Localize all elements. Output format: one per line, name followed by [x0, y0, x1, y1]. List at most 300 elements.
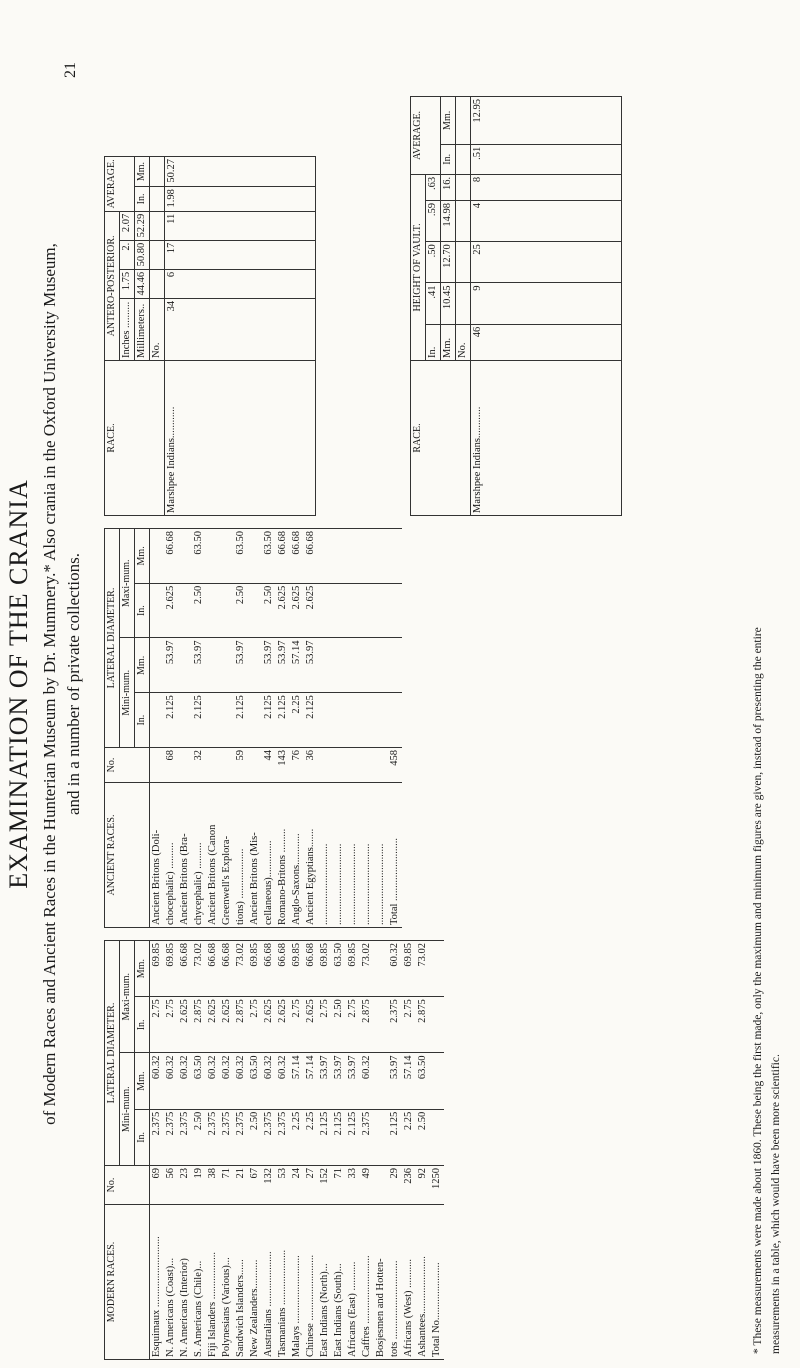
- modern-races-table: [104, 940, 444, 1360]
- min-mm-cell: [388, 638, 402, 693]
- max-mm-cell: 69.85: [290, 941, 304, 997]
- min-mm-cell: 53.97: [234, 638, 248, 693]
- min-in-cell: 2.50: [248, 1109, 262, 1165]
- race-cell: Greenwell's Explora-: [220, 783, 234, 928]
- antero-avg-mm: 50.27: [165, 157, 316, 187]
- race-cell: Tasmanians .....................: [276, 1205, 290, 1360]
- max-in-cell: 2.50: [262, 583, 276, 638]
- min-in-cell: 2.375: [150, 1109, 165, 1165]
- modern-min-mm-header: Mm.: [135, 1053, 150, 1109]
- min-in-cell: 2.50: [192, 1109, 206, 1165]
- max-mm-cell: 69.85: [346, 941, 360, 997]
- min-mm-cell: [178, 638, 192, 693]
- antero-race-name: Marshpee Indians............: [165, 361, 316, 516]
- antero-count-3: 11: [165, 211, 316, 240]
- min-in-cell: [430, 1109, 444, 1165]
- max-mm-cell: 60.32: [388, 941, 402, 997]
- no-cell: [178, 748, 192, 783]
- min-mm-cell: 53.97: [318, 1053, 332, 1109]
- ancient-race-header: ANCIENT RACES.: [105, 783, 150, 928]
- table-row: [360, 529, 374, 928]
- race-cell: Africans (West) ...........: [402, 1205, 416, 1360]
- no-cell: [360, 748, 374, 783]
- race-cell: Africans (East) ...........: [346, 1205, 360, 1360]
- no-cell: 21: [234, 1166, 248, 1205]
- min-mm-cell: [332, 638, 346, 693]
- no-cell: 33: [346, 1166, 360, 1205]
- min-mm-cell: 57.14: [402, 1053, 416, 1109]
- race-cell: ...............................: [346, 783, 360, 928]
- race-cell: Romano-Britons .........: [276, 783, 290, 928]
- vault-col-in-4: .63: [426, 174, 441, 200]
- no-cell: [206, 748, 220, 783]
- max-mm-cell: 63.50: [332, 941, 346, 997]
- min-mm-cell: 57.14: [290, 1053, 304, 1109]
- antero-col-in-3: 2.07: [120, 211, 135, 240]
- max-in-cell: [374, 583, 388, 638]
- max-mm-cell: [332, 529, 346, 584]
- race-cell: Caffres ..........................: [360, 1205, 374, 1360]
- max-mm-cell: 66.68: [290, 529, 304, 584]
- table-row: [416, 941, 430, 1360]
- max-in-cell: [178, 583, 192, 638]
- max-mm-cell: 69.85: [402, 941, 416, 997]
- race-cell: Chinese .........................: [304, 1205, 318, 1360]
- min-in-cell: 2.125: [234, 693, 248, 748]
- no-cell: 24: [290, 1166, 304, 1205]
- no-cell: 458: [388, 748, 402, 783]
- no-cell: 27: [304, 1166, 318, 1205]
- min-mm-cell: 60.32: [360, 1053, 374, 1109]
- max-in-cell: [150, 583, 165, 638]
- min-mm-cell: 63.50: [192, 1053, 206, 1109]
- antero-col-in-2: 2.: [120, 240, 135, 269]
- modern-min-in-header: In.: [135, 1109, 150, 1165]
- subtitle-line-1: of Modern Races and Ancient Races in the Hunterian Museum by Dr. Mummery.* Also crania in the Oxford University Museum,: [40, 243, 59, 1125]
- max-mm-cell: 63.50: [192, 529, 206, 584]
- max-in-cell: 2.75: [248, 997, 262, 1053]
- min-mm-cell: [318, 638, 332, 693]
- footnote-line-2: measurements in a table, which would have been more scientific.: [770, 1054, 782, 1354]
- race-cell: Total ........................: [388, 783, 402, 928]
- vault-col-mm-1: 10.45: [441, 283, 456, 324]
- vault-no-value: 46: [471, 324, 622, 360]
- max-in-cell: 2.625: [178, 997, 192, 1053]
- max-mm-cell: 69.85: [150, 941, 165, 997]
- max-in-cell: 2.875: [234, 997, 248, 1053]
- max-in-cell: [360, 583, 374, 638]
- race-cell: Bosjesmen and Hotten-: [374, 1205, 388, 1360]
- race-cell: chycephalic) ..........: [192, 783, 206, 928]
- max-in-cell: [206, 583, 220, 638]
- height-of-vault-table: [410, 96, 622, 516]
- min-mm-cell: 60.32: [178, 1053, 192, 1109]
- min-mm-cell: [150, 638, 165, 693]
- table-row: [276, 941, 290, 1360]
- min-mm-cell: 57.14: [290, 638, 304, 693]
- table-row: [150, 529, 165, 928]
- page-number: 21: [62, 62, 79, 78]
- max-mm-cell: 73.02: [416, 941, 430, 997]
- max-in-cell: [248, 583, 262, 638]
- min-in-cell: 2.25: [290, 693, 304, 748]
- max-in-cell: 2.75: [290, 997, 304, 1053]
- race-cell: S. Americans (Chile)...: [192, 1205, 206, 1360]
- no-cell: 32: [192, 748, 206, 783]
- min-in-cell: 2.375: [178, 1109, 192, 1165]
- race-cell: Malays ..........................: [290, 1205, 304, 1360]
- max-in-cell: 2.75: [318, 997, 332, 1053]
- race-cell: ...............................: [360, 783, 374, 928]
- max-mm-cell: 69.85: [318, 941, 332, 997]
- min-mm-cell: 60.32: [164, 1053, 178, 1109]
- min-mm-cell: 57.14: [304, 1053, 318, 1109]
- min-in-cell: [248, 693, 262, 748]
- table-row: [192, 941, 206, 1360]
- race-cell: Anglo-Saxons............: [290, 783, 304, 928]
- no-cell: 38: [206, 1166, 220, 1205]
- max-mm-cell: [220, 529, 234, 584]
- max-mm-cell: [178, 529, 192, 584]
- table-row: [150, 941, 165, 1360]
- vault-count-2: 25: [471, 242, 622, 283]
- min-mm-cell: 63.50: [248, 1053, 262, 1109]
- table-row: [234, 941, 248, 1360]
- max-in-cell: 2.75: [402, 997, 416, 1053]
- no-cell: 67: [248, 1166, 262, 1205]
- ancient-min-mm-header: Mm.: [135, 638, 150, 693]
- min-in-cell: [150, 693, 165, 748]
- max-in-cell: 2.50: [192, 583, 206, 638]
- antero-col-mm-1: 44.46: [135, 269, 150, 298]
- antero-avg-in-header: In.: [135, 187, 150, 212]
- table-row: [374, 941, 388, 1360]
- antero-no-label: No.: [150, 298, 165, 360]
- max-in-cell: [346, 583, 360, 638]
- antero-col-in-1: 1.75: [120, 269, 135, 298]
- table-row: [318, 941, 332, 1360]
- table-row: [248, 529, 262, 928]
- no-cell: [220, 748, 234, 783]
- min-in-cell: 2.375: [234, 1109, 248, 1165]
- table-row: [332, 529, 346, 928]
- no-cell: 71: [220, 1166, 234, 1205]
- table-row: [164, 529, 178, 928]
- table-row: [346, 941, 360, 1360]
- ancient-no-header: No.: [105, 748, 150, 783]
- modern-max-header: Maxi-mum.: [120, 941, 135, 1054]
- subtitle-line-2: and in a number of private collections.: [64, 553, 83, 815]
- table-row: [332, 941, 346, 1360]
- table-row: [290, 529, 304, 928]
- no-cell: 44: [262, 748, 276, 783]
- max-in-cell: 2.375: [388, 997, 402, 1053]
- min-in-cell: [374, 1109, 388, 1165]
- table-row: [262, 941, 276, 1360]
- min-in-cell: 2.125: [318, 1109, 332, 1165]
- table-row: [164, 941, 178, 1360]
- min-mm-cell: 53.97: [192, 638, 206, 693]
- table-row: [430, 941, 444, 1360]
- min-mm-cell: 60.32: [262, 1053, 276, 1109]
- antero-no-value: 34: [165, 298, 316, 360]
- vault-avg-in-header: In.: [441, 144, 456, 174]
- max-mm-cell: [388, 529, 402, 584]
- min-in-cell: [178, 693, 192, 748]
- max-in-cell: 2.75: [150, 997, 165, 1053]
- max-in-cell: [332, 583, 346, 638]
- max-in-cell: 2.50: [332, 997, 346, 1053]
- modern-no-header: No.: [105, 1166, 150, 1205]
- race-cell: Polynesians (Various)...: [220, 1205, 234, 1360]
- no-cell: 236: [402, 1166, 416, 1205]
- max-mm-cell: 69.85: [248, 941, 262, 997]
- vault-mm-label: Mm.: [441, 324, 456, 360]
- table-row: [304, 941, 318, 1360]
- max-in-cell: 2.625: [276, 997, 290, 1053]
- max-mm-cell: [248, 529, 262, 584]
- antero-posterior-table: [104, 156, 316, 516]
- race-cell: tions) ...................: [234, 783, 248, 928]
- max-mm-cell: 63.50: [234, 529, 248, 584]
- table-row: [346, 529, 360, 928]
- ancient-max-mm-header: Mm.: [135, 529, 150, 584]
- race-cell: Ancient Britons (Doli-: [150, 783, 165, 928]
- max-mm-cell: [430, 941, 444, 997]
- race-cell: Ancient Britons (Canon: [206, 783, 220, 928]
- table-row: [178, 529, 192, 928]
- table-row: [374, 529, 388, 928]
- no-cell: 69: [150, 1166, 165, 1205]
- min-in-cell: [318, 693, 332, 748]
- min-in-cell: 2.125: [192, 693, 206, 748]
- modern-max-in-header: In.: [135, 997, 150, 1053]
- race-cell: Ancient Britons (Bra-: [178, 783, 192, 928]
- no-cell: 56: [164, 1166, 178, 1205]
- max-in-cell: 2.625: [262, 997, 276, 1053]
- table-row: [234, 529, 248, 928]
- no-cell: 36: [304, 748, 318, 783]
- max-in-cell: 2.625: [206, 997, 220, 1053]
- race-cell: Fiji Islanders ..................: [206, 1205, 220, 1360]
- race-cell: Ancient Britons (Mis-: [248, 783, 262, 928]
- max-in-cell: [388, 583, 402, 638]
- table-row: [304, 529, 318, 928]
- no-cell: 76: [290, 748, 304, 783]
- max-in-cell: 2.625: [164, 583, 178, 638]
- race-cell: N. Americans (Coast)...: [164, 1205, 178, 1360]
- race-cell: Esquimaux ...........................: [150, 1205, 165, 1360]
- vault-col-mm-2: 12.70: [441, 242, 456, 283]
- max-in-cell: 2.625: [276, 583, 290, 638]
- max-mm-cell: 73.02: [234, 941, 248, 997]
- min-in-cell: 2.125: [276, 693, 290, 748]
- table-row: [206, 529, 220, 928]
- min-mm-cell: [430, 1053, 444, 1109]
- no-cell: 23: [178, 1166, 192, 1205]
- max-mm-cell: [150, 529, 165, 584]
- vault-race-name: Marshpee Indians............: [471, 361, 622, 516]
- table-row: [276, 529, 290, 928]
- max-mm-cell: 73.02: [192, 941, 206, 997]
- max-in-cell: 2.625: [304, 997, 318, 1053]
- no-cell: 1250: [430, 1166, 444, 1205]
- min-in-cell: 2.125: [332, 1109, 346, 1165]
- race-cell: Sandwich Islanders......: [234, 1205, 248, 1360]
- no-cell: 152: [318, 1166, 332, 1205]
- min-mm-cell: [248, 638, 262, 693]
- min-in-cell: [332, 693, 346, 748]
- max-in-cell: 2.875: [360, 997, 374, 1053]
- max-mm-cell: 66.68: [164, 529, 178, 584]
- race-cell: tots ..............................: [388, 1205, 402, 1360]
- ancient-min-header: Mini-mum.: [120, 638, 135, 748]
- min-in-cell: 2.25: [402, 1109, 416, 1165]
- no-cell: 49: [360, 1166, 374, 1205]
- min-mm-cell: 60.32: [234, 1053, 248, 1109]
- max-in-cell: [430, 997, 444, 1053]
- max-in-cell: 2.625: [220, 997, 234, 1053]
- no-cell: 29: [388, 1166, 402, 1205]
- min-in-cell: [388, 693, 402, 748]
- min-in-cell: 2.125: [388, 1109, 402, 1165]
- table-row: [318, 529, 332, 928]
- min-mm-cell: 60.32: [276, 1053, 290, 1109]
- min-in-cell: 2.125: [164, 693, 178, 748]
- modern-min-header: Mini-mum.: [120, 1053, 135, 1166]
- vault-avg-in: .51: [471, 144, 622, 174]
- min-mm-cell: 60.32: [206, 1053, 220, 1109]
- max-mm-cell: 73.02: [360, 941, 374, 997]
- min-in-cell: [360, 693, 374, 748]
- min-mm-cell: 53.97: [262, 638, 276, 693]
- table-row: [262, 529, 276, 928]
- vault-col-in-3: .59: [426, 200, 441, 241]
- antero-avg-mm-header: Mm.: [135, 157, 150, 187]
- race-cell: Australians .....................: [262, 1205, 276, 1360]
- min-mm-cell: 63.50: [416, 1053, 430, 1109]
- no-cell: [374, 1166, 388, 1205]
- ancient-lateral-header: LATERAL DIAMETER.: [105, 529, 120, 748]
- antero-title-header: ANTERO-POSTERIOR.: [105, 211, 120, 360]
- min-mm-cell: 60.32: [150, 1053, 165, 1109]
- antero-col-mm-2: 50.80: [135, 240, 150, 269]
- min-mm-cell: 53.97: [304, 638, 318, 693]
- min-in-cell: 2.25: [304, 1109, 318, 1165]
- no-cell: 143: [276, 748, 290, 783]
- modern-race-header: MODERN RACES.: [105, 1205, 150, 1360]
- max-in-cell: 2.625: [290, 583, 304, 638]
- max-mm-cell: 66.68: [304, 529, 318, 584]
- antero-count-1: 6: [165, 269, 316, 298]
- no-cell: [346, 748, 360, 783]
- no-cell: 53: [276, 1166, 290, 1205]
- race-cell: East Indians (North)...: [318, 1205, 332, 1360]
- max-mm-cell: 66.68: [262, 941, 276, 997]
- max-in-cell: 2.75: [346, 997, 360, 1053]
- min-in-cell: 2.125: [304, 693, 318, 748]
- race-cell: ...............................: [332, 783, 346, 928]
- max-mm-cell: 66.68: [178, 941, 192, 997]
- min-mm-cell: [360, 638, 374, 693]
- antero-average-header: AVERAGE.: [105, 157, 135, 212]
- table-row: [388, 941, 402, 1360]
- table-row: [388, 529, 402, 928]
- max-mm-cell: [360, 529, 374, 584]
- modern-lateral-header: LATERAL DIAMETER.: [105, 941, 120, 1166]
- max-mm-cell: 66.68: [276, 529, 290, 584]
- page-title: EXAMINATION OF THE CRANIA: [4, 479, 33, 889]
- table-row: [360, 941, 374, 1360]
- table-row: [220, 941, 234, 1360]
- min-in-cell: 2.375: [206, 1109, 220, 1165]
- min-in-cell: 2.375: [360, 1109, 374, 1165]
- modern-max-mm-header: Mm.: [135, 941, 150, 997]
- vault-col-in-2: .50: [426, 242, 441, 283]
- max-mm-cell: 66.68: [220, 941, 234, 997]
- ancient-max-in-header: In.: [135, 583, 150, 638]
- antero-count-2: 17: [165, 240, 316, 269]
- max-in-cell: [220, 583, 234, 638]
- min-mm-cell: [374, 1053, 388, 1109]
- min-mm-cell: 53.97: [332, 1053, 346, 1109]
- table-row: [290, 941, 304, 1360]
- min-in-cell: 2.125: [262, 693, 276, 748]
- min-mm-cell: [220, 638, 234, 693]
- antero-inches-label: Inches ..........: [120, 298, 135, 360]
- vault-avg-mm: 12.95: [471, 97, 622, 145]
- min-in-cell: 2.375: [276, 1109, 290, 1165]
- race-cell: cellaneous)..............: [262, 783, 276, 928]
- min-mm-cell: 53.97: [276, 638, 290, 693]
- table-row: [178, 941, 192, 1360]
- vault-race-header: RACE.: [411, 361, 471, 516]
- vault-col-in-1: .41: [426, 283, 441, 324]
- max-mm-cell: [346, 529, 360, 584]
- max-mm-cell: 66.68: [276, 941, 290, 997]
- race-cell: Total No......................: [430, 1205, 444, 1360]
- no-cell: 19: [192, 1166, 206, 1205]
- min-mm-cell: 60.32: [220, 1053, 234, 1109]
- max-in-cell: 2.625: [304, 583, 318, 638]
- footnote-line-1: * These measurements were made about 1860. These being the first made, only the maximum and minimum figures are given, instead of presenting the entire: [752, 627, 764, 1354]
- no-cell: [248, 748, 262, 783]
- min-in-cell: [220, 693, 234, 748]
- no-cell: 71: [332, 1166, 346, 1205]
- vault-no-label: No.: [456, 324, 471, 360]
- min-in-cell: 2.125: [346, 1109, 360, 1165]
- antero-col-mm-3: 52.29: [135, 211, 150, 240]
- max-mm-cell: 66.68: [304, 941, 318, 997]
- no-cell: [332, 748, 346, 783]
- max-mm-cell: [374, 529, 388, 584]
- max-mm-cell: [206, 529, 220, 584]
- vault-col-mm-4: 16.: [441, 174, 456, 200]
- ancient-races-table: [104, 528, 402, 928]
- max-mm-cell: [318, 529, 332, 584]
- vault-col-mm-3: 14.98: [441, 200, 456, 241]
- min-mm-cell: 53.97: [346, 1053, 360, 1109]
- race-cell: Ancient Egyptians.......: [304, 783, 318, 928]
- min-in-cell: 2.25: [290, 1109, 304, 1165]
- min-in-cell: [206, 693, 220, 748]
- race-cell: ...............................: [318, 783, 332, 928]
- race-cell: ...............................: [374, 783, 388, 928]
- antero-avg-in: 1.98: [165, 187, 316, 212]
- max-in-cell: 2.50: [234, 583, 248, 638]
- min-mm-cell: 53.97: [388, 1053, 402, 1109]
- min-mm-cell: [374, 638, 388, 693]
